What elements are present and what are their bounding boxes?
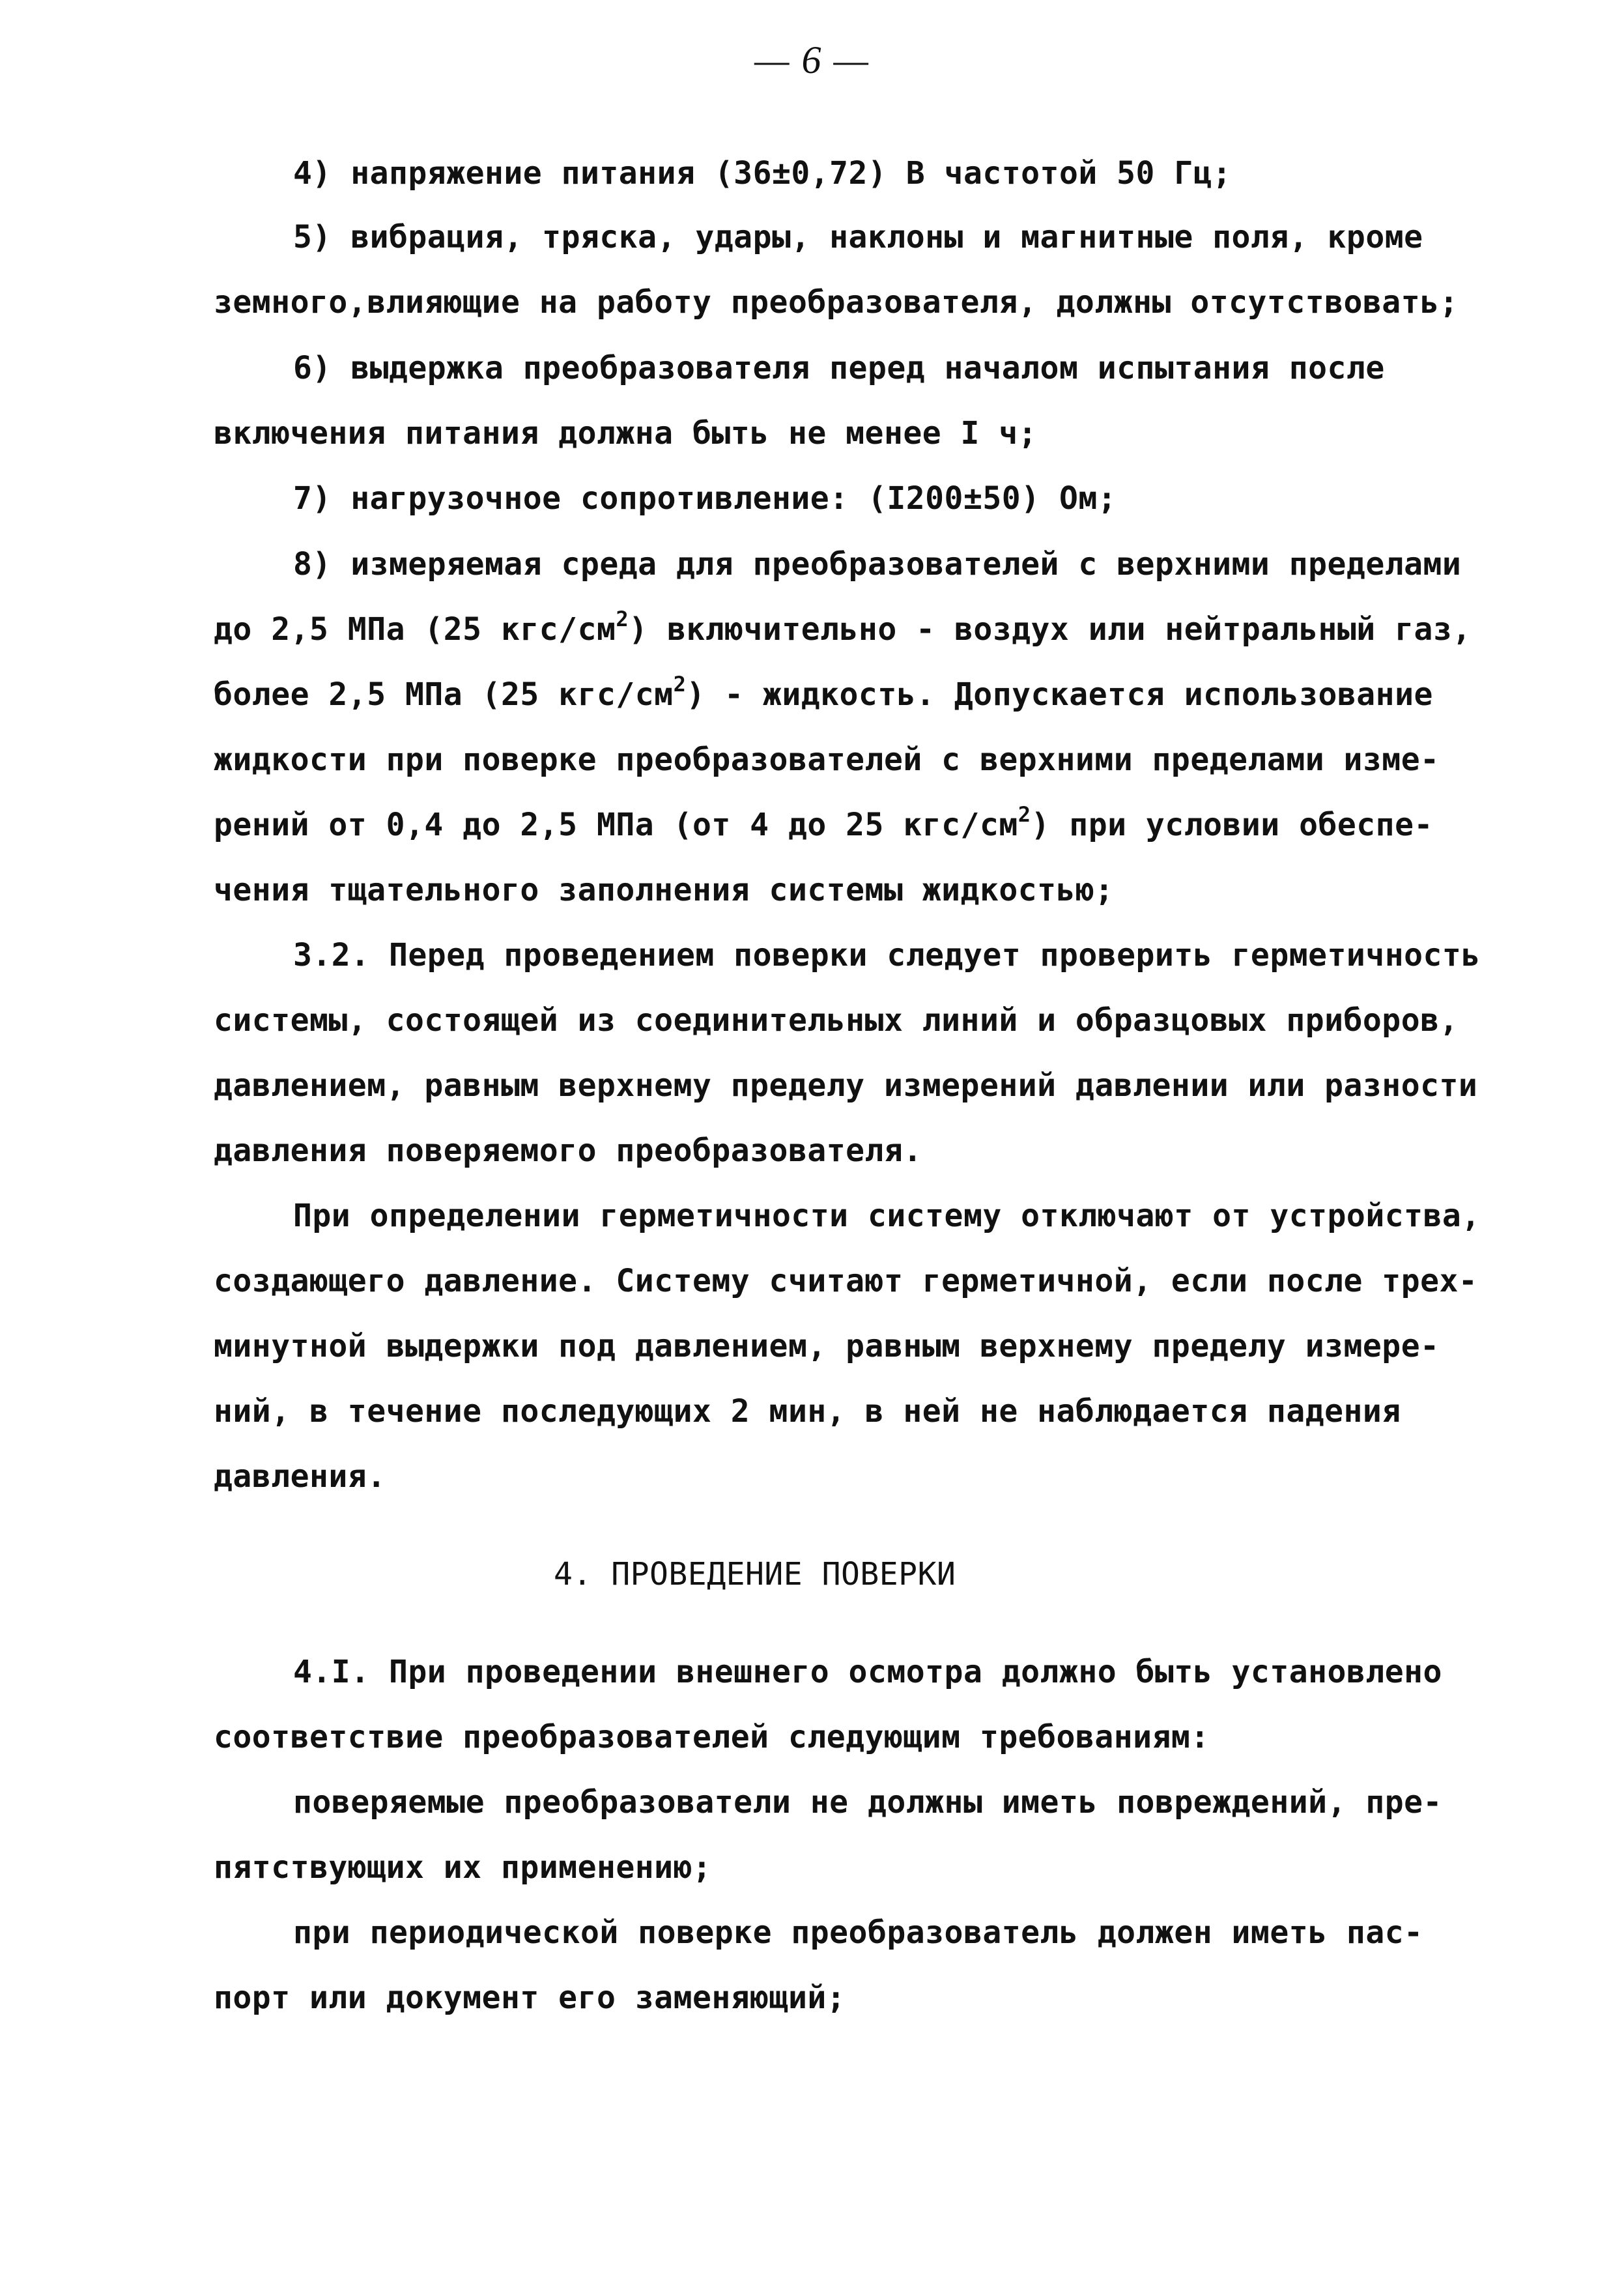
list-item-5-line-1: 5) вибрация, тряска, удары, наклоны и магнитные поля, кроме [293,219,1423,255]
text-run: ) - жидкость. Допускается использование [686,676,1433,713]
section-3-2-line-1: 3.2. Перед проведением поверки следует проверить герметичность [293,937,1481,973]
section-4-1-line-1: 4.I. При проведении внешнего осмотра должно быть установлено [293,1654,1442,1690]
list-item-8-line-4: жидкости при поверке преобразователей с верхними пределами изме- [214,742,1440,778]
section-3-2-line-3: давлением, равным верхнему пределу измерений давлении или разности [214,1067,1478,1104]
list-item-5-line-2: земного,влияющие на работу преобразователя, должны отсутствовать; [214,284,1459,321]
superscript: 2 [1018,802,1031,827]
tightness-paragraph-line-2: создающего давление. Систему считают герметичной, если после трех- [214,1263,1478,1299]
section-3-2-line-4: давления поверяемого преобразователя. [214,1132,922,1169]
superscript: 2 [673,672,687,697]
list-item-7: 7) нагрузочное сопротивление: (I200±50) Ом; [293,480,1117,517]
tightness-paragraph-line-4: ний, в течение последующих 2 мин, в ней не наблюдается падения [214,1393,1401,1430]
page-number: — 6 — [754,38,870,81]
list-item-8-line-1: 8) измеряемая среда для преобразователей с верхними пределами [293,546,1462,583]
list-item-6-line-1: 6) выдержка преобразователя перед началом испытания после [293,350,1385,386]
section-4-1-line-2: соответствие преобразователей следующим требованиям: [214,1719,1210,1755]
list-item-8-line-6: чения тщательного заполнения системы жидкостью; [214,872,1114,908]
list-item-8-line-5 [214,802,1433,844]
text-run: до 2,5 МПа (25 кгс/см [214,611,616,648]
section-4-1-line-4: пятствующих их применению; [214,1849,712,1886]
section-4-heading: 4. ПРОВЕДЕНИЕ ПОВЕРКИ [554,1556,956,1592]
list-item-4: 4) напряжение питания (36±0,72) В частотой 50 Гц; [293,155,1232,192]
list-item-8-line-3 [214,672,1433,714]
tightness-paragraph-line-1: При определении герметичности систему отключают от устройства, [293,1198,1481,1234]
tightness-paragraph-line-5: давления. [214,1458,386,1495]
section-4-1-line-5: при периодической поверке преобразователь должен иметь пас- [293,1914,1423,1951]
list-item-8-line-2 [214,607,1472,649]
section-3-2-line-2: системы, состоящей из соединительных линий и образцовых приборов, [214,1002,1459,1039]
text-run: ) при условии обеспе- [1031,807,1433,843]
text-run: рений от 0,4 до 2,5 МПа (от 4 до 25 кгс/см [214,807,1018,843]
superscript: 2 [616,607,629,631]
list-item-6-line-2: включения питания должна быть не менее I ч; [214,415,1038,452]
section-4-1-line-6: порт или документ его заменяющий; [214,1980,846,2016]
text-run: ) включительно - воздух или нейтральный газ, [629,611,1472,648]
section-4-1-line-3: поверяемые преобразователи не должны иметь повреждений, пре- [293,1784,1442,1821]
tightness-paragraph-line-3: минутной выдержки под давлением, равным верхнему пределу измере- [214,1328,1440,1364]
text-run: более 2,5 МПа (25 кгс/см [214,676,674,713]
